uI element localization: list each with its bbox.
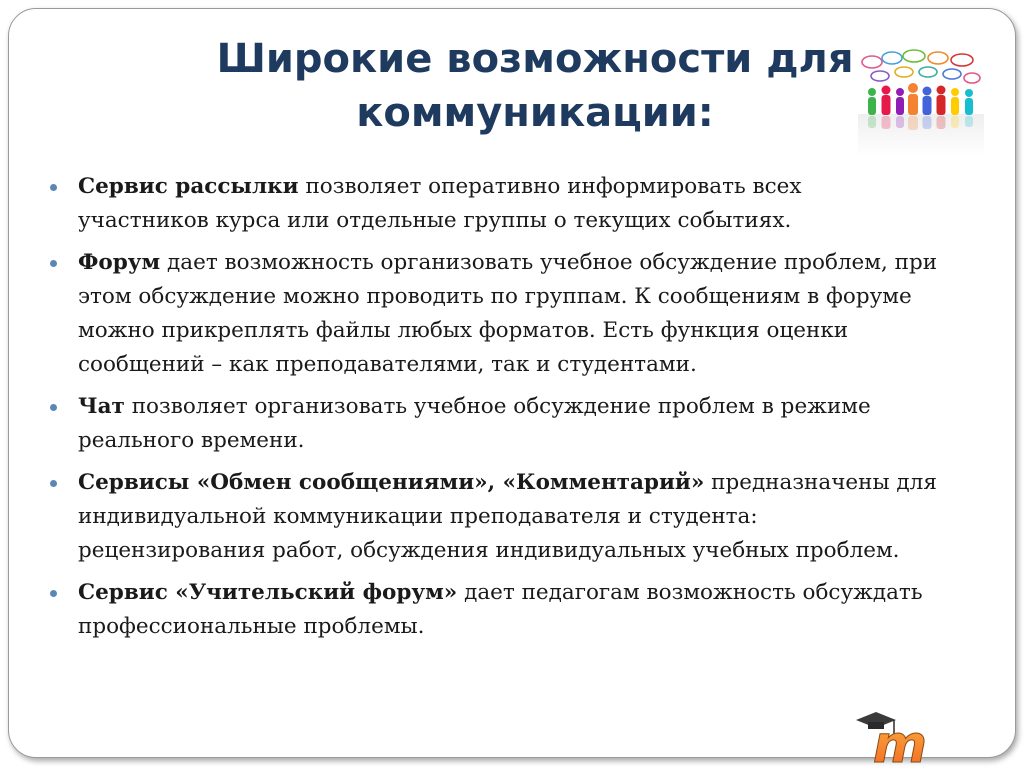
- bullet-bold-label: Сервис рассылки: [78, 174, 299, 199]
- bullet-text: предназначены для индивидуальной коммуникации преподавателя и студента: рецензирования работ, обсуждения индивидуальных учебных проблем.: [78, 470, 937, 563]
- bullet-item-chat: [78, 390, 938, 458]
- bullet-bold-label: Форум: [78, 250, 161, 275]
- bullet-list: [78, 170, 938, 652]
- bullet-marker: [50, 184, 57, 191]
- title-line-2: коммуникации:: [356, 90, 714, 136]
- bullet-item-messaging: [78, 466, 938, 568]
- bullet-marker: [50, 404, 57, 411]
- moodle-logo-icon: [850, 708, 942, 766]
- people-with-speech-bubbles-icon: [858, 48, 984, 156]
- bullet-marker: [50, 590, 57, 597]
- title-line-1: Широкие возможности для: [216, 36, 854, 82]
- bullet-text: позволяет оперативно информировать всех участников курса или отдельные группы о текущих событиях.: [78, 174, 802, 233]
- moodle-logo-letter: m: [872, 715, 928, 766]
- bullet-marker: [50, 260, 57, 267]
- bullet-marker: [50, 480, 57, 487]
- bullet-item-mailing: [78, 170, 938, 238]
- bullet-text: позволяет организовать учебное обсуждение проблем в режиме реального времени.: [78, 394, 871, 453]
- bullet-text: дает педагогам возможность обсуждать профессиональные проблемы.: [78, 580, 923, 639]
- bullet-bold-label: Чат: [78, 394, 125, 419]
- bullet-bold-label: Сервис «Учительский форум»: [78, 580, 458, 605]
- slide-title: [200, 32, 870, 140]
- bullet-bold-label: Сервисы «Обмен сообщениями», «Комментарий»: [78, 470, 705, 495]
- bullet-item-teacher-forum: [78, 576, 938, 644]
- bullet-item-forum: [78, 246, 938, 382]
- bullet-text: дает возможность организовать учебное обсуждение проблем, при этом обсуждение можно проводить по группам. К сообщениям в форуме можно прикреплять файлы любых форматов. Есть функция оценки сообщений – как преподавателями, так и студентами.: [78, 250, 938, 377]
